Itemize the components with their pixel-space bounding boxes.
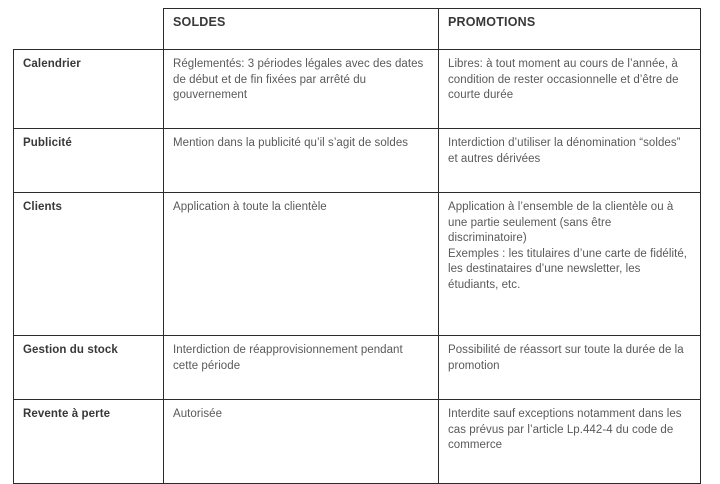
cell-publicite-promotions: Interdiction d’utiliser la dénomination “soldes” et autres dérivées <box>439 129 701 193</box>
cell-gestion-du-stock-promotions: Possibilité de réassort sur toute la durée de la promotion <box>439 336 701 400</box>
cell-publicite-soldes: Mention dans la publicité qu’il s’agit de soldes <box>164 129 439 193</box>
cell-revente-a-perte-promotions: Interdite sauf exceptions notamment dans les cas prévus par l’article Lp.442-4 du code de commerce <box>439 400 701 484</box>
row-label-clients: Clients <box>14 193 164 336</box>
table-header-row <box>14 9 701 50</box>
table-row <box>14 400 701 484</box>
cell-gestion-du-stock-soldes: Interdiction de réapprovisionnement pendant cette période <box>164 336 439 400</box>
table-row <box>14 129 701 193</box>
row-label-publicite: Publicité <box>14 129 164 193</box>
cell-clients-promotions <box>439 193 701 336</box>
row-label-gestion-du-stock: Gestion du stock <box>14 336 164 400</box>
cell-clients-promotions-paragraph-1: Application à l’ensemble de la clientèle ou à une partie seulement (sans être discriminatoire) <box>448 201 674 244</box>
row-label-revente-a-perte: Revente à perte <box>14 400 164 484</box>
table-row <box>14 193 701 336</box>
cell-revente-a-perte-soldes: Autorisée <box>164 400 439 484</box>
row-label-calendrier: Calendrier <box>14 50 164 129</box>
cell-clients-soldes: Application à toute la clientèle <box>164 193 439 336</box>
column-header-promotions: PROMOTIONS <box>439 9 701 50</box>
table-row <box>14 336 701 400</box>
cell-clients-promotions-paragraph-2: Exemples : les titulaires d’une carte de fidélité, les destinataires d’une newsletter, les étudiants, etc. <box>448 247 688 291</box>
cell-calendrier-promotions: Libres: à tout moment au cours de l’année, à condition de rester occasionnelle et d’être de courte durée <box>439 50 701 129</box>
table-row <box>14 50 701 129</box>
cell-calendrier-soldes: Réglementés: 3 périodes légales avec des dates de début et de fin fixées par arrêté du gouvernement <box>164 50 439 129</box>
table-corner-cell <box>14 9 164 50</box>
column-header-soldes: SOLDES <box>164 9 439 50</box>
